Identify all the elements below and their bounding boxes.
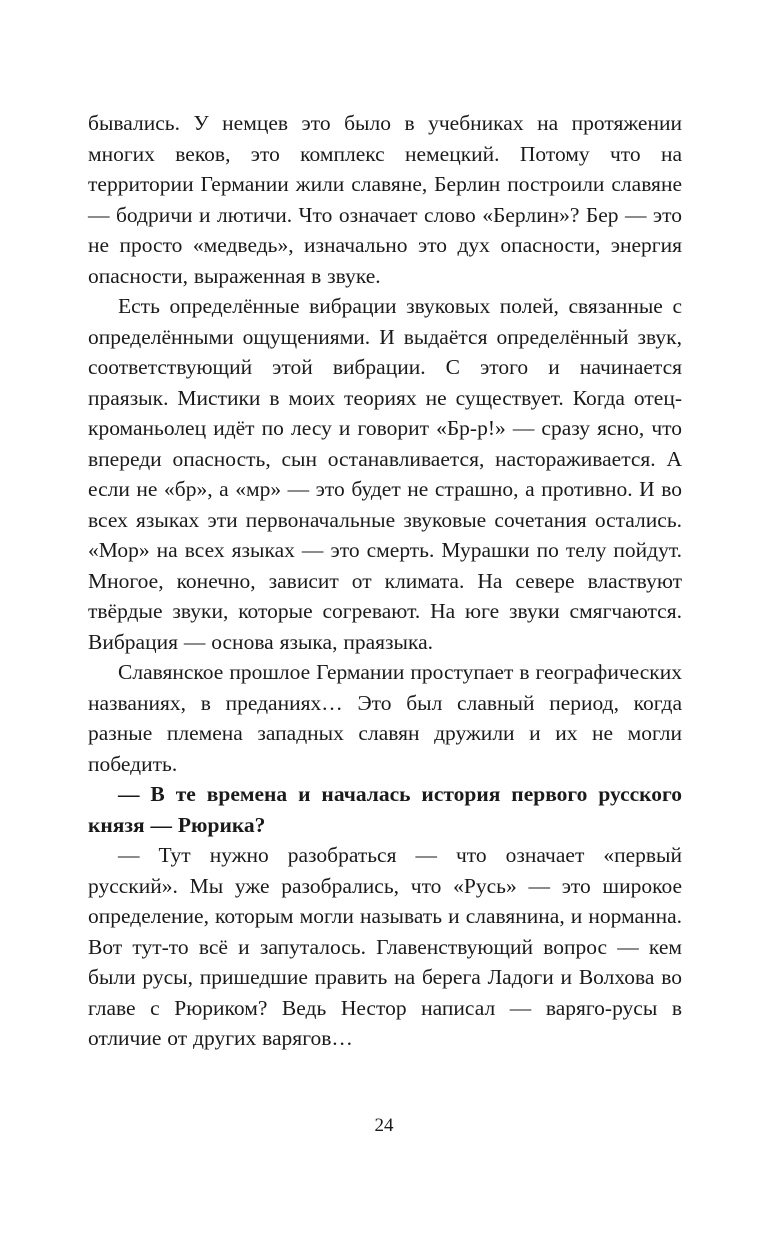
- page-text-block: [88, 108, 682, 1054]
- page-number: 24: [374, 1115, 394, 1136]
- paragraph: — Тут нужно разобраться — что означает «первый русский». Мы уже разобрались, что «Русь» — это широкое определение, которым могли называть и славянина, и норманна. Вот тут-то всё и запуталось. Главенствующий вопрос — кем были русы, пришедшие править на берега Ладоги и Волхова во главе с Рюриком? Ведь Нестор написал — варяго-русы в отличие от других варягов…: [88, 843, 682, 1050]
- paragraph: Есть определённые вибрации звуковых полей, связанные с определёнными ощущениями. И выдаётся определённый звук, соответствующий этой вибрации. С этого и начинается праязык. Мистики в моих теориях не существует. Когда отец-кроманьолец идёт по лесу и говорит «Бр-р!» — сразу ясно, что впереди опасность, сын останавливается, настораживается. А если не «бр», а «мр» — это будет не страшно, а противно. И во всех языках эти первоначальные звуковые сочетания остались. «Мор» на всех языках — это смерть. Мурашки по телу пойдут. Многое, конечно, зависит от климата. На севере властвуют твёрдые звуки, которые согревают. На юге звуки смягчаются. Вибрация — основа языка, праязыка.: [88, 294, 682, 654]
- paragraph: бывались. У немцев это было в учебниках на протяжении многих веков, это комплекс немецкий. Потому что на территории Германии жили славяне, Берлин построили славяне — бодричи и лютичи. Что означает слово «Берлин»? Бер — это не просто «медведь», изначально это дух опасности, энергия опасности, выраженная в звуке.: [88, 111, 682, 288]
- paragraph: Славянское прошлое Германии проступает в географических названиях, в преданиях… Это был славный период, когда разные племена западных славян дружили и их не могли победить.: [88, 660, 682, 776]
- paragraph: — В те времена и началась история первого русского князя — Рюрика?: [88, 782, 682, 837]
